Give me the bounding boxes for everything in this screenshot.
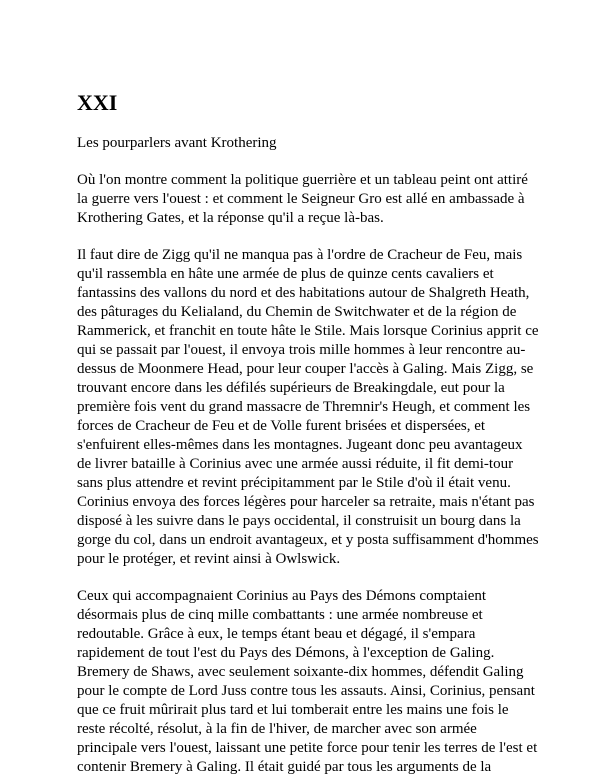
chapter-title: Les pourparlers avant Krothering bbox=[77, 135, 277, 151]
paragraph-summary: Où l'on montre comment la politique guerrière et un tableau peint ont attiré la guerre vers l'ouest : et comment le Seigneur Gro est allé en ambassade à Krothering Gates, et la réponse qu'il a reçue là-bas. bbox=[77, 172, 528, 226]
paragraph-zigg: Il faut dire de Zigg qu'il ne manqua pas à l'ordre de Cracheur de Feu, mais qu'il rassembla en hâte une armée de plus de quinze cents cavaliers et fantassins des vallons du nord et des habitations autour de Shalgreth Heath, des pâturages du Kelialand, du Chemin de Switchwater et de la région de Rammerick, et franchit en toute hâte le Stile. Mais lorsque Corinius apprit ce qui se passait par l'ouest, il envoya trois mille hommes à leur rencontre au-dessus de Moonmere Head, pour leur couper l'accès à Galing. Mais Zigg, se trouvant encore dans les défilés supérieurs de Breakingdale, eut pour la première fois vent du grand massacre de Thremnir's Heugh, et comment les forces de Cracheur de Feu et de Volle furent brisées et dispersées, et s'enfuirent elles-mêmes dans les montagnes. Jugeant donc peu avantageux de livrer bataille à Corinius avec une armée aussi réduite, il fit demi-tour sans plus attendre et revint précipitamment par le Stile d'où il était venu. Corinius envoya des forces légères pour harceler sa retraite, mais n'étant pas disposé à les suivre dans le pays occidental, il construisit un bourg dans la gorge du col, dans un endroit avantageux, et y posta suffisamment d'hommes pour le protéger, et revint ainsi à Owlswick. bbox=[77, 247, 539, 567]
paragraph-corinius: Ceux qui accompagnaient Corinius au Pays des Démons comptaient désormais plus de cinq mille combattants : une armée nombreuse et redoutable. Grâce à eux, le temps étant beau et dégagé, il s'empara rapidement de tout l'est du Pays des Démons, à l'exception de Galing. Bremery de Shaws, avec seulement soixante-dix hommes, défendit Galing pour le compte de Lord Juss contre tous les assauts. Ainsi, Corinius, pensant que ce fruit mûrirait plus tard et lui tomberait entre les mains une fois le reste récolté, résolut, à la fin de l'hiver, de marcher avec son armée principale vers l'ouest, laissant une petite force pour tenir les terres de l'est et contenir Bremery à Galing. Il était guidé par tous les arguments de la bbox=[77, 588, 538, 775]
chapter-number: XXI bbox=[77, 90, 118, 115]
